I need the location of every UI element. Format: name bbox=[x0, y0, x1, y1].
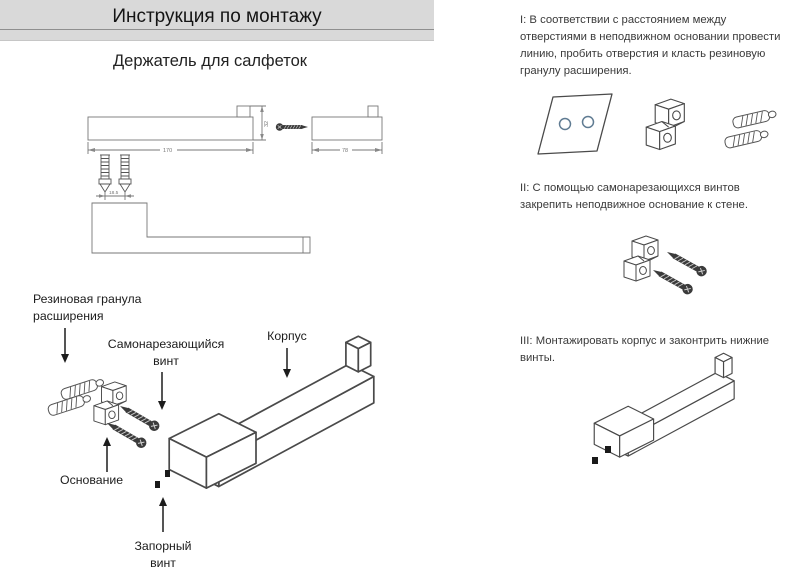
holder-body bbox=[594, 353, 734, 457]
step1-text: I: В соответствии с расстоянием между отверстиями в неподвижном основании провести линию, пробить отверстия и класть резиновую гранулу расширения. bbox=[520, 14, 781, 78]
base-bracket bbox=[624, 236, 658, 281]
label-lock-screw-line2: винт bbox=[150, 556, 176, 570]
lock-screw-icon bbox=[155, 481, 160, 488]
tapping-screw-icon bbox=[664, 247, 708, 278]
exploded-diagram bbox=[16, 282, 400, 572]
label-rubber-plug-line1: Резиновая гранула bbox=[33, 292, 142, 306]
base-bracket bbox=[646, 99, 684, 149]
lock-screw-icon bbox=[605, 446, 611, 453]
arrow-tapping-screw bbox=[158, 372, 166, 410]
end-view-outline bbox=[312, 106, 382, 140]
step3-illustration bbox=[578, 345, 793, 475]
rubber-plug-icon bbox=[732, 108, 777, 129]
page-title: Инструкция по монтажу bbox=[0, 0, 434, 30]
product-subtitle: Держатель для салфеток bbox=[113, 52, 307, 70]
dim-depth-value: 78 bbox=[342, 148, 349, 154]
arrow-rubber-plug bbox=[61, 328, 69, 363]
dim-height-value: 32 bbox=[264, 120, 270, 127]
arrow-lock-screw bbox=[159, 497, 167, 532]
drawing-plan-view bbox=[76, 148, 326, 276]
arrow-body bbox=[283, 348, 291, 378]
holder-body bbox=[169, 336, 374, 488]
side-view-outline bbox=[88, 106, 253, 140]
dim-hole-spacing bbox=[96, 190, 134, 200]
anchor-stud-right bbox=[119, 155, 131, 192]
rubber-plug-icon bbox=[724, 128, 769, 149]
tapping-screw-icon bbox=[650, 265, 694, 296]
lock-screw-icon bbox=[165, 470, 170, 477]
step2-illustration bbox=[600, 225, 770, 325]
drill-hole bbox=[583, 117, 594, 128]
step2-text: II: С помощью самонарезающихся винтов закрепить неподвижное основание к стене. bbox=[520, 182, 748, 212]
drill-hole bbox=[560, 119, 571, 130]
label-lock-screw-line1: Запорный bbox=[134, 539, 192, 553]
dim-hole-spacing-value: 18.5 bbox=[109, 191, 119, 196]
anchor-stud-left bbox=[99, 155, 111, 192]
label-rubber-plug-line2: расширения bbox=[33, 309, 104, 323]
label-tapping-screw-line2: винт bbox=[153, 354, 179, 368]
lock-screw-icon bbox=[592, 457, 598, 464]
step1-illustration bbox=[520, 84, 788, 176]
screw-icon bbox=[276, 123, 308, 130]
label-tapping-screw-line1: Самонарезающийся bbox=[107, 337, 225, 351]
label-body: Корпус bbox=[267, 329, 307, 343]
tapping-screw-icon bbox=[117, 401, 161, 432]
base-bracket bbox=[94, 382, 126, 425]
step3-text: III: Монтажировать корпус и законтрить нижние винты. bbox=[520, 335, 770, 365]
arrow-base bbox=[103, 437, 111, 472]
tapping-screw-icon bbox=[104, 418, 148, 449]
wall-plate bbox=[538, 94, 612, 154]
dim-length-value: 170 bbox=[163, 148, 173, 154]
label-base: Основание bbox=[60, 473, 124, 487]
plan-view-outline bbox=[92, 203, 310, 253]
header-band bbox=[0, 0, 434, 41]
